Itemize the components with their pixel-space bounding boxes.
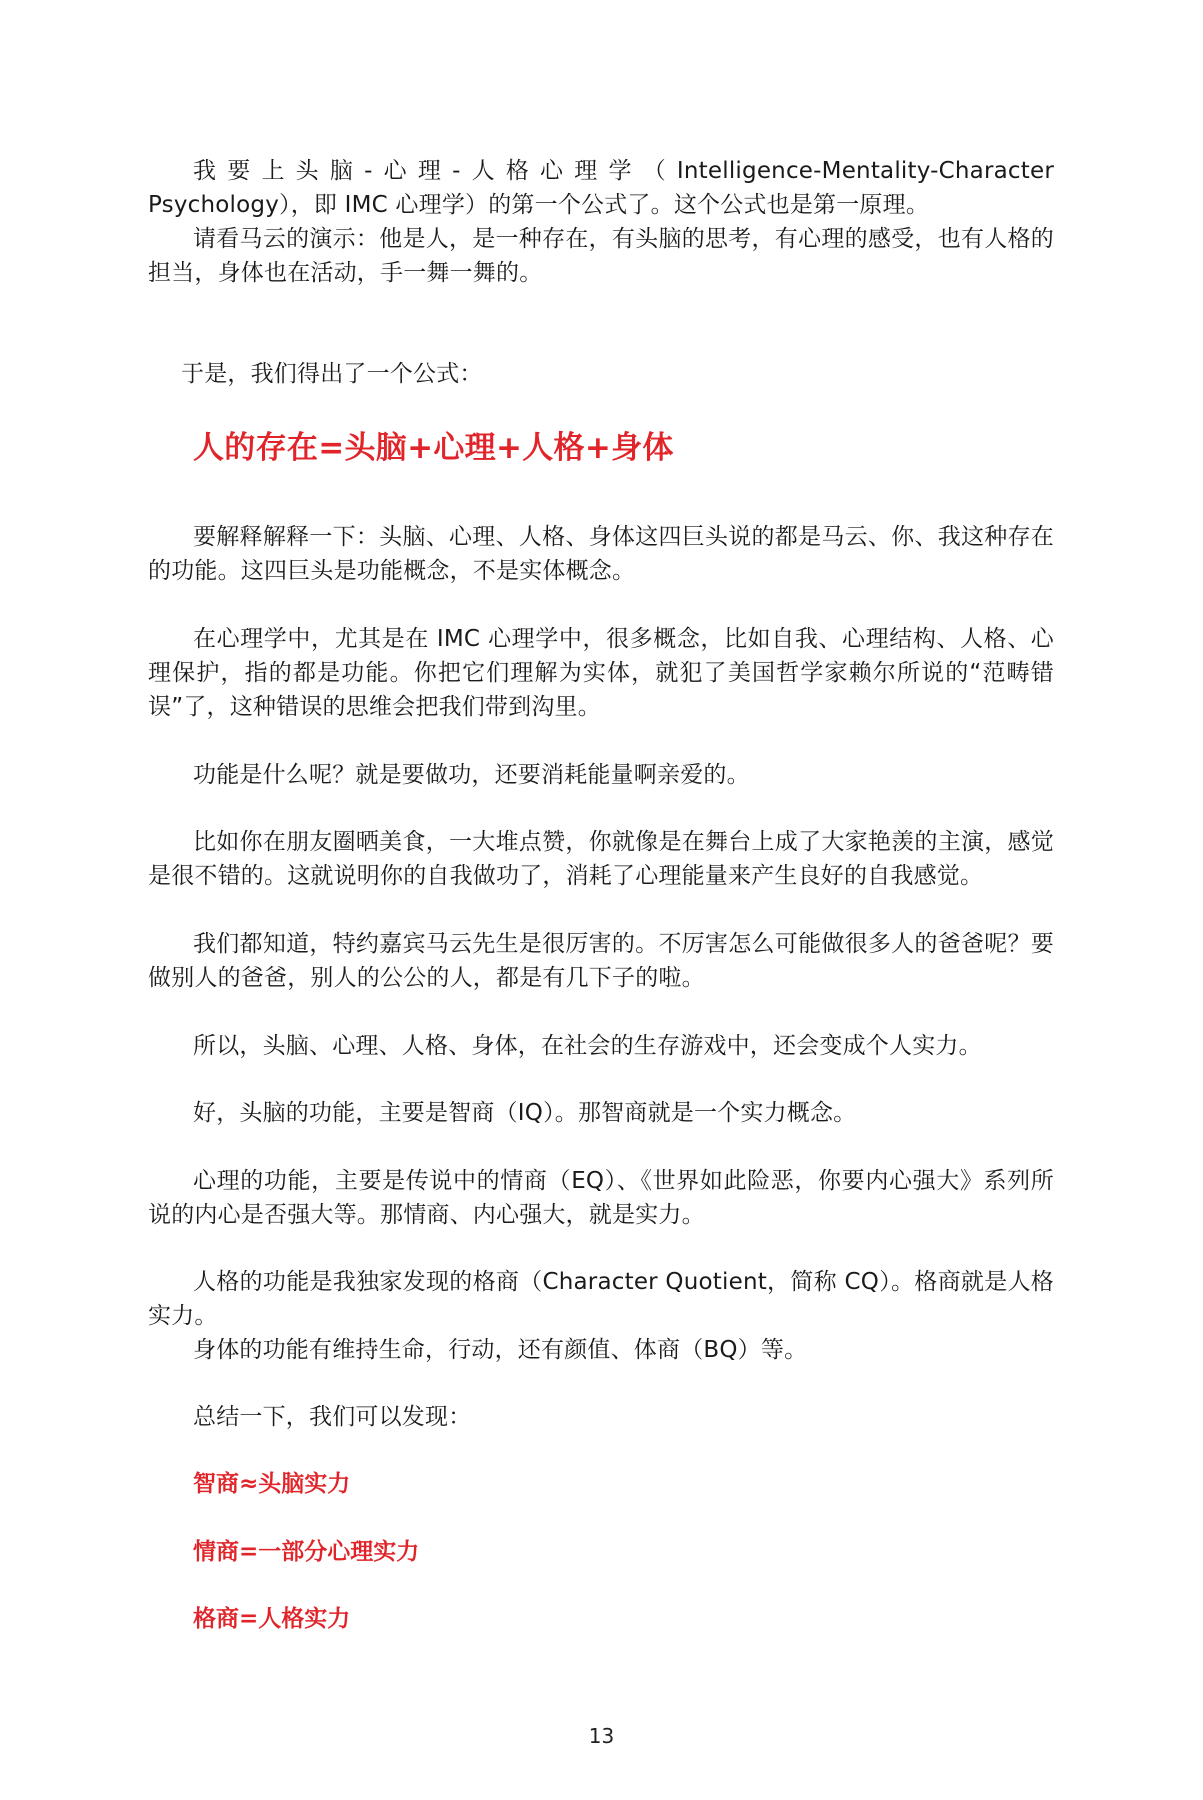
paragraph-moments-example: 比如你在朋友圈晒美食，一大堆点赞，你就像是在舞台上成了大家艳羡的主演，感觉是很不错的。这就说明你的自我做功了，消耗了心理能量来产生良好的自我感觉。 xyxy=(148,829,1054,889)
paragraph-intro: 我要上头脑-心理-人格心理学（Intelligence-Mentality-Character Psychology），即 IMC 心理学）的第一个公式了。这个公式也是第一原理。 xyxy=(148,158,1054,218)
paragraph-imc-concepts: 在心理学中，尤其是在 IMC 心理学中，很多概念，比如自我、心理结构、人格、心理保护，指的都是功能。你把它们理解为实体，就犯了美国哲学家赖尔所说的“范畴错误”了，这种错误的思维会把我们带到沟里。 xyxy=(148,626,1054,720)
paragraph-eq: 心理的功能，主要是传说中的情商（EQ）、《世界如此险恶，你要内心强大》系列所说的内心是否强大等。那情商、内心强大，就是实力。 xyxy=(148,1168,1054,1228)
paragraph-summary-lead: 总结一下，我们可以发现： xyxy=(193,1404,472,1430)
summary-eq-line: 情商=一部分心理实力 xyxy=(193,1539,420,1565)
paragraph-body-functions: 身体的功能有维持生命，行动，还有颜值、体商（BQ）等。 xyxy=(193,1337,808,1363)
paragraph-iq: 好，头脑的功能，主要是智商（IQ）。那智商就是一个实力概念。 xyxy=(193,1100,857,1126)
paragraph-what-is-function: 功能是什么呢？就是要做功，还要消耗能量啊亲爱的。 xyxy=(193,762,750,788)
paragraph-demo: 请看马云的演示：他是人，是一种存在，有头脑的思考，有心理的感受，也有人格的担当，身体也在活动，手一舞一舞的。 xyxy=(148,226,1054,286)
paragraph-explain-functions: 要解释解释一下：头脑、心理、人格、身体这四巨头说的都是马云、你、我这种存在的功能。这四巨头是功能概念，不是实体概念。 xyxy=(148,524,1054,584)
paragraph-cq: 人格的功能是我独家发现的格商（Character Quotient，简称 CQ）。格商就是人格实力。 xyxy=(148,1269,1054,1329)
paragraph-jack-ma: 我们都知道，特约嘉宾马云先生是很厉害的。不厉害怎么可能做很多人的爸爸呢？要做别人的爸爸，别人的公公的人，都是有几下子的啦。 xyxy=(148,931,1054,991)
page-number: 13 xyxy=(588,1724,615,1748)
paragraph-personal-strength: 所以，头脑、心理、人格、身体，在社会的生存游戏中，还会变成个人实力。 xyxy=(193,1033,982,1059)
paragraph-conclusion-lead: 于是，我们得出了一个公式： xyxy=(181,361,483,387)
summary-cq-line: 格商=人格实力 xyxy=(193,1606,351,1632)
summary-iq-line: 智商≈头脑实力 xyxy=(193,1471,351,1497)
formula-existence: 人的存在=头脑+心理+人格+身体 xyxy=(193,430,674,466)
